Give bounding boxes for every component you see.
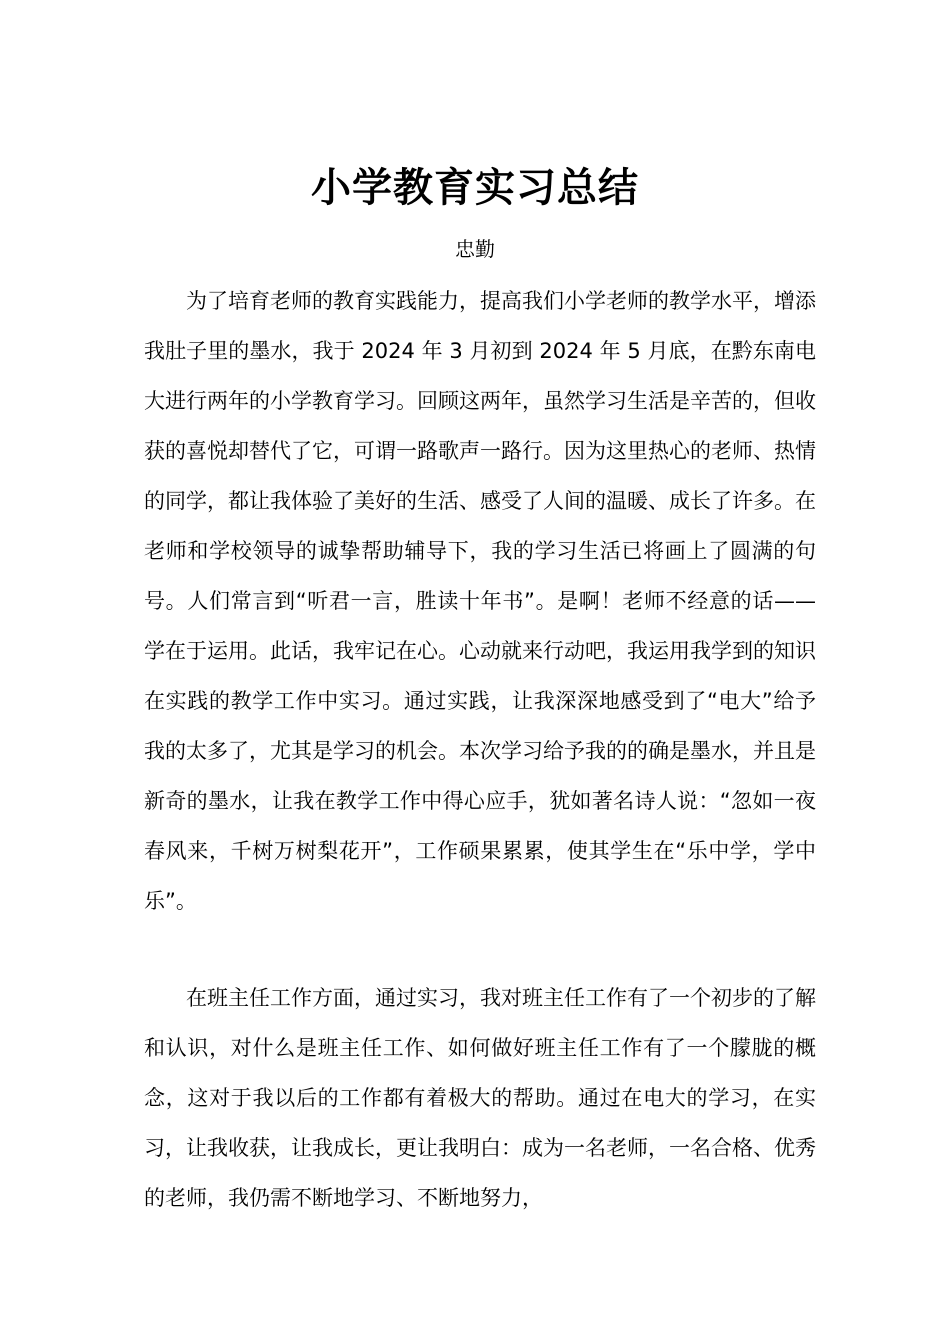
paragraph-2 (144, 973, 816, 1223)
document-author: 忠勤 (455, 237, 495, 261)
document-title: 小学教育实习总结 (311, 165, 639, 211)
paragraph-1-text: 为了培育老师的教育实践能力，提高我们小学老师的教学水平，增添我肚子里的墨水，我于 2024 年 3 月初到 2024 年 5 月底，在黔东南电大进行两年的小学教育学习。回顾这两年，虽然学习生活是辛苦的，但收获的喜悦却替代了它，可谓一路歌声一路行。因为这里热心的老师、热情的同学，都让我体验了美好的生活、感受了人间的温暖、成长了许多。在老师和学校领导的诚挚帮助辅导下，我的学习生活已将画上了圆满的句号。人们常言到“听君一言，胜读十年书”。是啊！老师不经意的话——学在于运用。此话，我牢记在心。心动就来行动吧，我运用我学到的知识在实践的教学工作中实习。通过实践，让我深深地感受到了“电大”给予我的太多了，尤其是学习的机会。本次学习给予我的的确是墨水，并且是新奇的墨水，让我在教学工作中得心应手，犹如著名诗人说：“忽如一夜春风来，千树万树梨花开”，工作硕果累累，使其学生在“乐中学，学中乐”。 (144, 289, 816, 913)
paragraph-1 (144, 276, 816, 926)
paragraph-2-text: 在班主任工作方面，通过实习，我对班主任工作有了一个初步的了解和认识，对什么是班主任工作、如何做好班主任工作有了一个朦胧的概念，这对于我以后的工作都有着极大的帮助。通过在电大的学习，在实习，让我收获，让我成长，更让我明白：成为一名老师，一名合格、优秀的老师，我仍需不断地学习、不断地努力， (144, 986, 816, 1210)
